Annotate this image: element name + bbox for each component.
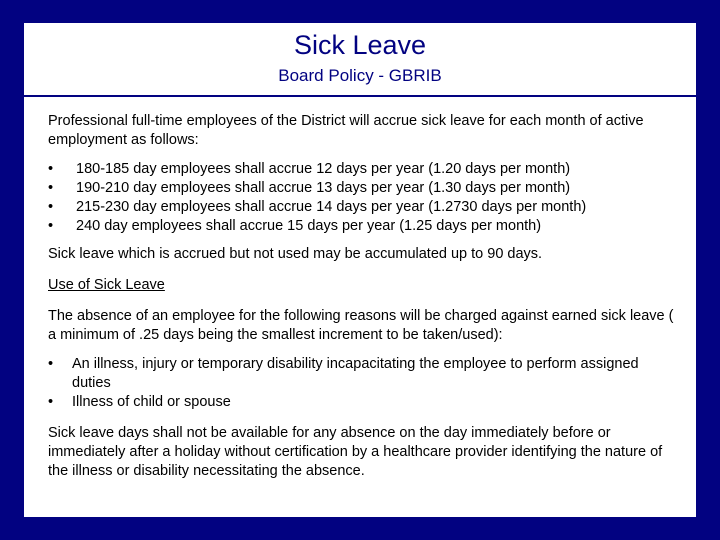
bullet-icon: • [48, 180, 54, 196]
list-item [48, 393, 678, 412]
page-title: Sick Leave [293, 30, 427, 60]
list-item [48, 217, 678, 236]
bullet-icon: • [48, 394, 54, 410]
title-box [24, 23, 696, 97]
list-item-text: 180-185 day employees shall accrue 12 days per year (1.20 days per month) [76, 161, 571, 177]
list-item-text: Illness of child or spouse [72, 394, 231, 410]
list-item [48, 160, 678, 179]
list-item [48, 179, 678, 198]
list-item-text: 190-210 day employees shall accrue 13 days per year (1.30 days per month) [76, 180, 571, 196]
bullet-icon: • [48, 199, 54, 215]
bullet-icon: • [48, 218, 54, 234]
list-item-text: 240 day employees shall accrue 15 days per year (1.25 days per month) [76, 218, 542, 234]
bullet-icon: • [48, 356, 54, 372]
bullet-icon: • [48, 161, 54, 177]
use-intro-paragraph: The absence of an employee for the following reasons will be charged against earned sick leave ( a minimum of .25 days being the smallest increment to be taken/used): [48, 308, 674, 343]
list-item [48, 355, 678, 393]
page-subtitle: Board Policy - GBRIB [278, 66, 442, 85]
list-item-text: 215-230 day employees shall accrue 14 days per year (1.2730 days per month) [76, 199, 587, 215]
section-heading: Use of Sick Leave [48, 277, 165, 293]
accrual-list [48, 160, 678, 236]
holiday-rule-paragraph: Sick leave days shall not be available for any absence on the day immediately before or immediately after a holiday without certification by a healthcare provider identifying the nature of the illness or disability necessitating the absence. [48, 425, 663, 479]
slide-panel [24, 23, 696, 517]
accumulation-paragraph: Sick leave which is accrued but not used may be accumulated up to 90 days. [48, 246, 543, 262]
list-item [48, 198, 678, 217]
slide-body [48, 112, 678, 481]
list-item-text: An illness, injury or temporary disability incapacitating the employee to perform assigned duties [72, 356, 639, 391]
intro-paragraph: Professional full-time employees of the District will accrue sick leave for each month of active employment as follows: [48, 113, 644, 148]
reasons-list [48, 355, 678, 412]
